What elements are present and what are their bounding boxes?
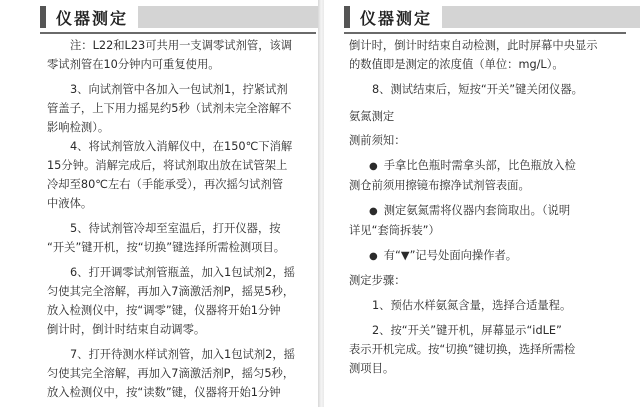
page-body bbox=[349, 36, 632, 378]
bullet-icon: ● bbox=[369, 251, 378, 262]
header-accent-bar bbox=[344, 6, 350, 28]
section-title: 仪器测定 bbox=[56, 8, 129, 28]
list-item bbox=[349, 246, 632, 266]
section-header bbox=[0, 4, 320, 30]
bullet-icon: ● bbox=[369, 206, 378, 217]
step-line: 表示开机完成。按“切换”键切换，选择所需检 bbox=[349, 343, 576, 356]
subsection-heading: 氨氮测定 bbox=[349, 110, 395, 123]
step-line: 中液体。 bbox=[47, 197, 93, 210]
step-line: 放入检测仪中，按“读数”键，仪器将开始1分钟 bbox=[47, 386, 281, 399]
step-line: 8、测试结束后，短按“开关”键关闭仪器。 bbox=[372, 83, 583, 96]
right-page bbox=[324, 0, 640, 407]
header-rule bbox=[40, 32, 316, 34]
step-line: 测项目。 bbox=[349, 362, 395, 375]
note-line: 注：L22和L23可共用一支调零试剂管，该调 bbox=[70, 39, 293, 52]
list-item-text: 有“▼”记号处面向操作者。 bbox=[383, 249, 518, 262]
step-line: 冷却至80℃左右（手能承受），再次摇匀试剂管 bbox=[47, 178, 284, 191]
steps-heading: 测定步骤： bbox=[349, 274, 406, 287]
step-line: 2、按“开关”键开机，屏幕显示“idLE” bbox=[372, 324, 562, 337]
list-item-text: 测定氨氮需将仪器内套筒取出。（说明 bbox=[383, 204, 571, 217]
step-line: “开关”键开机，按“切换”键选择所需检测项目。 bbox=[47, 241, 286, 254]
step-line: 影响检测）。 bbox=[47, 121, 110, 134]
section-title: 仪器测定 bbox=[360, 8, 433, 28]
page-body bbox=[47, 36, 309, 402]
list-item-text: 手拿比色瓶时需拿头部，比色瓶放入检 bbox=[383, 159, 576, 172]
step-line: 管盖子，上下用力摇晃约5秒（试剂未完全溶解不 bbox=[47, 102, 292, 115]
header-band bbox=[138, 6, 320, 28]
step-line: 放入检测仪中，按“调零”键，仪器将开始1分钟 bbox=[47, 304, 281, 317]
step-line: 3、向试剂管中各加入一包试剂1，拧紧试剂 bbox=[70, 83, 288, 96]
list-item bbox=[349, 156, 632, 195]
step-line: 5、待试剂管冷却至室温后，打开仪器，按 bbox=[70, 222, 281, 235]
step-line: 匀使其完全溶解，再加入7滴激活剂P，摇晃5秒， bbox=[47, 285, 295, 298]
list-item-text: 测仓前须用擦镜布擦净试剂管表面。 bbox=[349, 179, 530, 192]
step-line: 匀使其完全溶解，再加入7滴激活剂P，摇匀5秒， bbox=[47, 367, 295, 380]
step-line: 倒计时，倒计时结束自动检测，此时屏幕中央显示 bbox=[349, 39, 598, 52]
step-line: 15分钟。消解完成后，将试剂取出放在试管架上 bbox=[47, 159, 288, 172]
step-line: 6、打开调零试剂管瓶盖，加入1包试剂2，摇 bbox=[70, 266, 295, 279]
precautions-heading: 测前须知： bbox=[349, 134, 406, 147]
list-item bbox=[349, 201, 632, 240]
step-line: 7、打开待测水样试剂管，加入1包试剂2，摇 bbox=[70, 348, 295, 361]
step-line: 4、将试剂管放入消解仪中，在150℃下消解 bbox=[70, 140, 293, 153]
note-line: 零试剂管在10分钟内可重复使用。 bbox=[47, 58, 220, 71]
step-line: 的数值即是测定的浓度值（单位：mg/L）。 bbox=[349, 58, 564, 71]
step-line: 倒计时，倒计时结束自动调零。 bbox=[47, 323, 206, 336]
section-header bbox=[324, 4, 640, 30]
step-line: 1、预估水样氨氮含量，选择合适量程。 bbox=[372, 299, 572, 312]
bullet-icon: ● bbox=[369, 161, 378, 172]
header-accent-bar bbox=[40, 6, 46, 28]
header-band bbox=[442, 6, 640, 28]
list-item-text: 详见“套筒拆装”） bbox=[349, 224, 440, 237]
header-rule bbox=[344, 32, 626, 34]
